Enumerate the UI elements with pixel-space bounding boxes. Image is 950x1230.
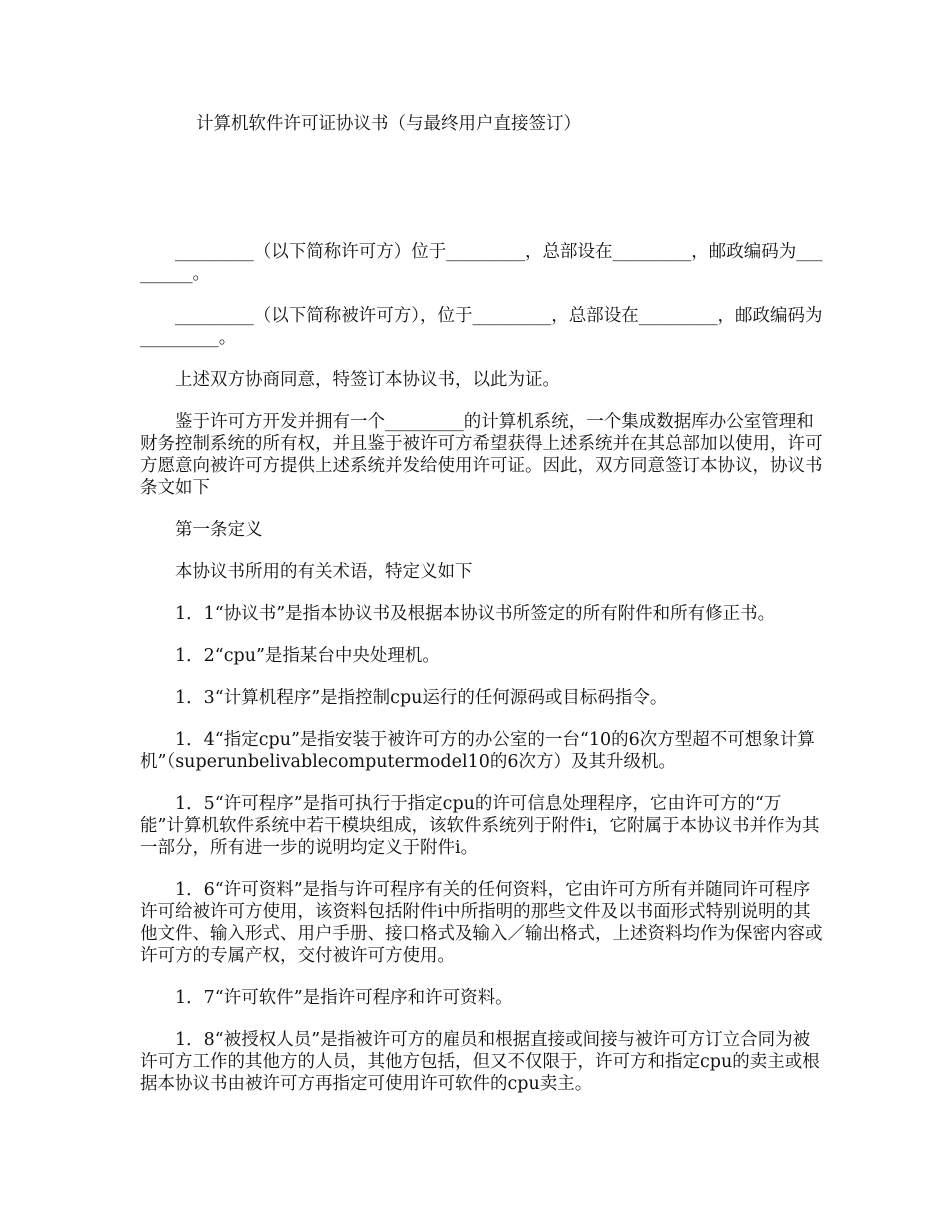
clause-1-6: 1．6“许可资料”是指与许可程序有关的任何资料，它由许可方所有并随同许可程序许可给被许可方使用，该资料包括附件i中所指明的那些文件及以书面形式特别说明的其他文件、输入形式、用户手册、接口格式及输入／输出格式，上述资料均作为保密内容或许可方的专属产权，交付被许可方使用。 <box>140 880 823 966</box>
clause-1-4: 1．4“指定cpu”是指安装于被许可方的办公室的一台“10的6次方型超不可想象计算机”（superunbelivablecomputermodel10的6次方）及其升级机。 <box>140 730 815 772</box>
clause-1-7: 1．7“许可软件”是指许可程序和许可资料。 <box>175 988 513 1008</box>
paragraph-definitions-intro: 本协议书所用的有关术语，特定义如下 <box>175 562 473 582</box>
article-1-heading: 第一条定义 <box>175 520 263 540</box>
paragraph-recitals: 鉴于许可方开发并拥有一个_________的计算机系统，一个集成数据库办公室管理和财务控制系统的所有权，并且鉴于被许可方希望获得上述系统并在其总部加以使用，许可方愿意向被许可方提供上述系统并发给使用许可证。因此，双方同意签订本协议，协议书条文如下 <box>140 412 823 498</box>
clause-1-2: 1．2“cpu”是指某台中央处理机。 <box>175 646 440 666</box>
document-body <box>140 241 825 1115</box>
clause-1-8: 1．8“被授权人员”是指被许可方的雇员和根据直接或间接与被许可方订立合同为被许可方工作的其他方的人员，其他方包括，但又不仅限于，许可方和指定cpu的卖主或根据本协议书由被许可方再指定可使用许可软件的cpu卖主。 <box>140 1030 820 1094</box>
clause-1-1: 1．1“协议书”是指本协议书及根据本协议书所签定的所有附件和所有修正书。 <box>175 604 776 624</box>
paragraph-agreement-statement: 上述双方协商同意，特签订本协议书，以此为证。 <box>175 370 560 390</box>
clause-1-3: 1．3“计算机程序”是指控制cpu运行的任何源码或目标码指令。 <box>175 688 668 708</box>
document-title: 计算机软件许可证协议书（与最终用户直接签订） <box>196 114 581 134</box>
paragraph-licensor-info: _________（以下简称许可方）位于_________，总部设在_________，邮政编码为_________。 <box>140 242 823 284</box>
clause-1-5: 1．5“许可程序”是指可执行于指定cpu的许可信息处理程序，它由许可方的“万能”计算机软件系统中若干模块组成，该软件系统列于附件i，它附属于本协议书并作为其一部分，所有进一步的说明均定义于附件i。 <box>140 794 820 858</box>
paragraph-licensee-info: _________（以下简称被许可方），位于_________，总部设在_________，邮政编码为_________。 <box>140 306 823 348</box>
